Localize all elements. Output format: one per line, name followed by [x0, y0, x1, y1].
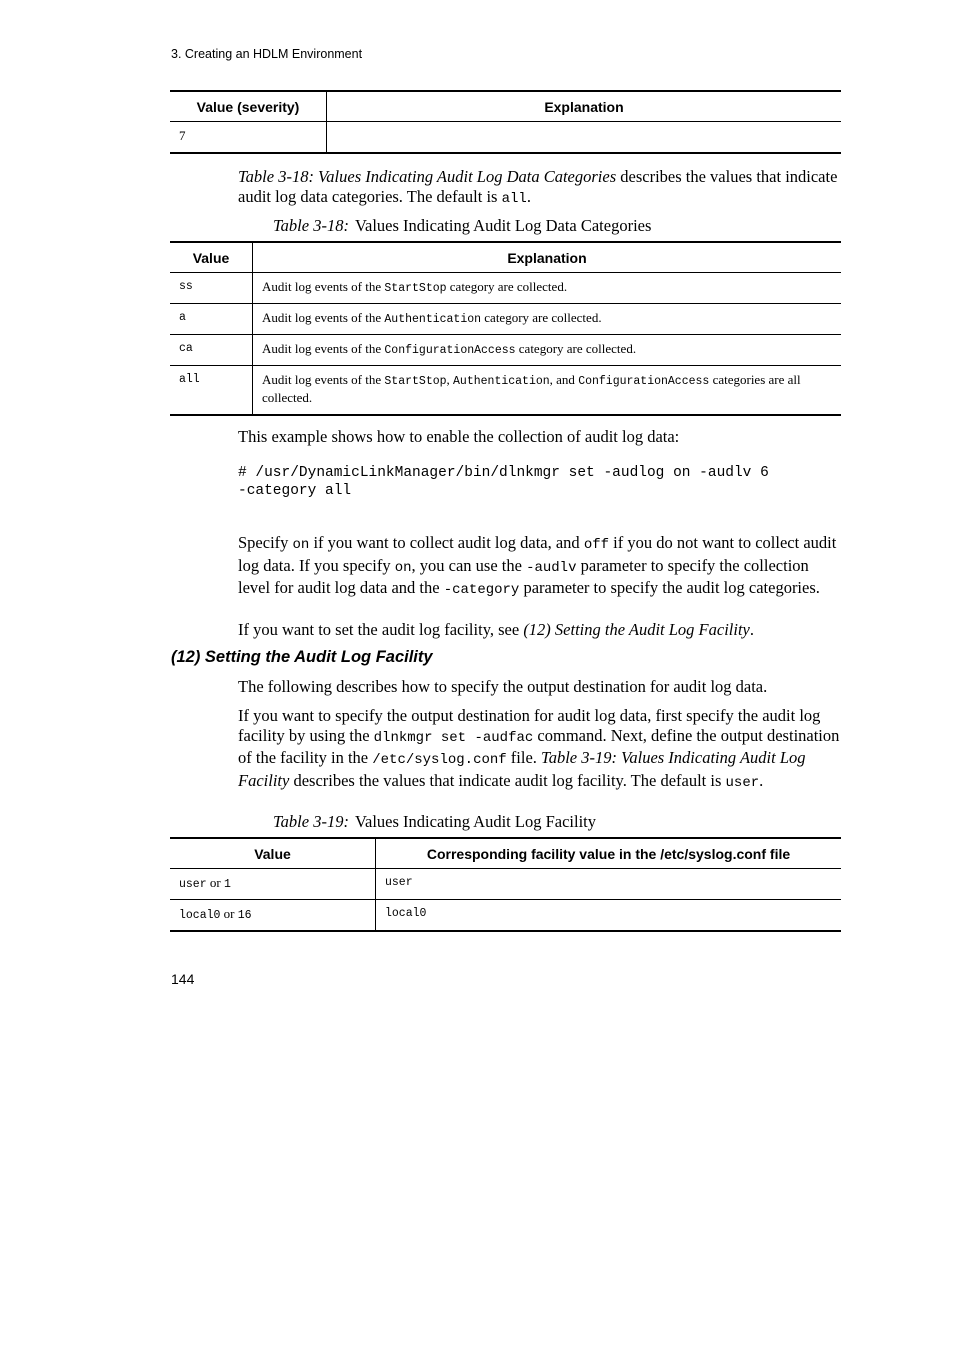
text: If you want to specify the output destination for audit log data, first specify the audit log facility by using the: [238, 706, 821, 745]
table-row: [170, 335, 841, 366]
cell-value: [170, 900, 376, 932]
text: category are collected.: [515, 341, 637, 356]
code: StartStop: [384, 282, 447, 295]
cell-value: a: [170, 304, 253, 335]
text: category are collected.: [481, 310, 602, 325]
cell-value: 7: [170, 122, 327, 154]
column-header-value: Value: [170, 838, 376, 869]
text: or: [206, 875, 224, 890]
caption-label: Table 3-19:: [273, 812, 349, 831]
code: dlnkmgr set -audfac: [373, 729, 534, 746]
code: user: [179, 878, 207, 891]
code: all: [501, 190, 527, 207]
cell-value: ss: [170, 273, 253, 304]
text: Audit log events of the: [262, 310, 385, 325]
code: 16: [237, 909, 252, 922]
text: describes the values that indicate audit log data categories. The default is: [238, 167, 838, 206]
cell-facility: local0: [376, 900, 842, 932]
code: ConfigurationAccess: [578, 375, 710, 388]
cell-explanation: [253, 304, 842, 335]
text: If you want to set the audit log facility, see: [238, 620, 524, 639]
cell-value: [170, 869, 376, 900]
column-header-value: Value: [170, 242, 253, 273]
table-reference: Table 3-18: Values Indicating Audit Log Data Categories: [238, 167, 617, 186]
cell-explanation: [253, 273, 842, 304]
text: command. Next, define the output destination of the facility in the: [238, 725, 840, 767]
code: on: [292, 537, 310, 553]
text: Audit log events of the: [262, 279, 385, 294]
text: parameter to specify the audit log categories.: [519, 578, 820, 597]
text: file.: [506, 748, 542, 767]
text: Specify: [238, 533, 293, 552]
section-heading: (12) Setting the Audit Log Facility: [171, 648, 433, 666]
text: if you want to collect audit log data, and: [309, 533, 584, 552]
column-header-explanation: Explanation: [327, 91, 842, 122]
text: , you can use the: [411, 555, 527, 575]
audit-facility-table: [170, 837, 841, 932]
severity-table: [170, 90, 841, 154]
table-row: [170, 869, 841, 900]
table-caption-318: [273, 216, 651, 236]
cell-value: all: [170, 366, 253, 416]
cell-facility: user: [376, 869, 842, 900]
code: StartStop: [384, 375, 447, 388]
code: -category: [443, 582, 520, 598]
intro-paragraph-318: [238, 167, 840, 209]
cell-value: ca: [170, 335, 253, 366]
code: on: [394, 559, 412, 576]
text: .: [526, 186, 531, 206]
text: ,: [446, 372, 454, 387]
section-link[interactable]: (12) Setting the Audit Log Facility: [523, 620, 750, 639]
table-row: [170, 366, 841, 416]
cell-explanation: [253, 366, 842, 416]
code: user: [725, 774, 760, 791]
text: or: [220, 906, 238, 921]
text: .: [749, 620, 754, 639]
code: off: [583, 537, 610, 553]
code: -audlv: [526, 559, 577, 576]
text: if you do not want to collect audit log data. If you specify: [238, 533, 837, 575]
code: local0: [179, 909, 221, 922]
column-header-explanation: Explanation: [253, 242, 842, 273]
text: Audit log events of the: [262, 341, 385, 356]
text: describes the values that indicate audit log facility. The default is: [289, 770, 726, 790]
page-number: 144: [171, 971, 195, 987]
caption-title: Values Indicating Audit Log Data Categories: [354, 216, 652, 235]
column-header-value-severity: Value (severity): [170, 91, 327, 122]
column-header-facility: Corresponding facility value in the /etc/syslog.conf file: [376, 838, 842, 869]
audit-category-table: [170, 241, 841, 416]
example-intro: This example shows how to enable the collection of audit log data:: [238, 427, 680, 446]
running-header: 3. Creating an HDLM Environment: [171, 47, 363, 61]
text: .: [759, 770, 764, 790]
text: Audit log events of the: [262, 372, 385, 387]
table-row: [170, 273, 841, 304]
facility-paragraph: [238, 706, 840, 793]
table-caption-319: [273, 812, 596, 832]
table-row: [170, 304, 841, 335]
command-example: # /usr/DynamicLinkManager/bin/dlnkmgr set -audlog on -audlv 6 -category all: [238, 465, 769, 499]
table-row: [170, 900, 841, 932]
code: /etc/syslog.conf: [372, 752, 507, 768]
text: parameter to specify the collection level for audit log data and the: [238, 555, 809, 597]
cell-explanation: [327, 122, 842, 154]
code: Authentication: [453, 375, 550, 388]
caption-label: Table 3-18:: [273, 216, 349, 235]
table-row: [170, 122, 841, 154]
table-reference: Table 3-19: Values Indicating Audit Log Facility: [238, 748, 806, 790]
specify-paragraph: [238, 533, 840, 601]
caption-title: Values Indicating Audit Log Facility: [354, 812, 596, 831]
code: ConfigurationAccess: [384, 344, 516, 357]
code: Authentication: [384, 313, 482, 326]
text: category are collected.: [446, 279, 568, 294]
code: 1: [223, 878, 231, 891]
facility-reference-paragraph: [238, 620, 840, 640]
text: , and: [549, 372, 579, 387]
section-intro: The following describes how to specify the output destination for audit log data.: [238, 677, 768, 696]
text: categories are all collected.: [262, 372, 801, 405]
cell-explanation: [253, 335, 842, 366]
